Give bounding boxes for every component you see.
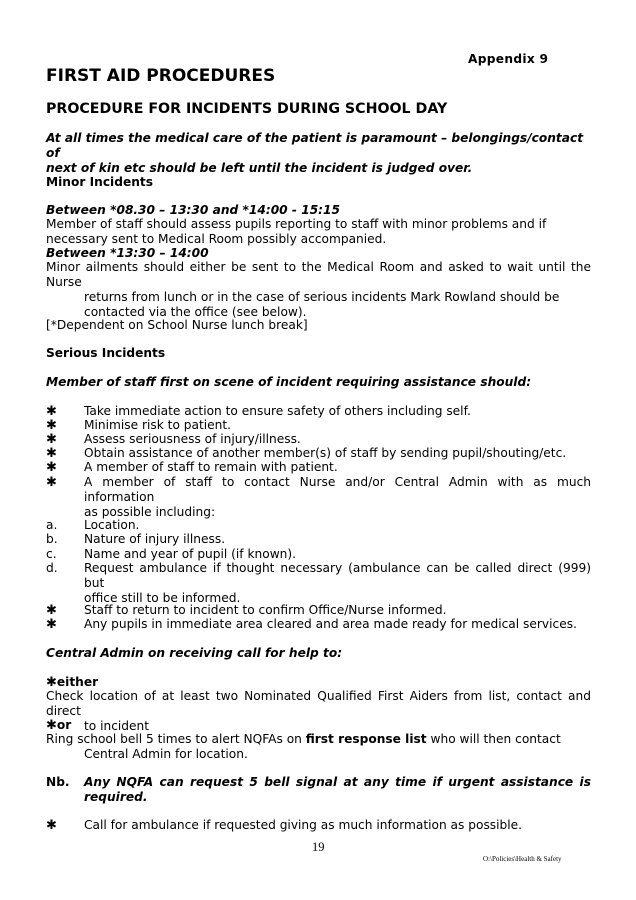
central-admin-heading: Central Admin on receiving call for help to: xyxy=(46,646,343,660)
bullet-glyph: ✱ xyxy=(46,446,57,461)
bullet-glyph: ✱ xyxy=(46,718,57,733)
ring-bell-paragraph xyxy=(46,732,591,762)
bullet-text: Take immediate action to ensure safety of others including self. xyxy=(84,404,471,418)
either-line-1: Check location of at least two Nominated Qualified First Aiders from list, contact and direct xyxy=(46,689,591,718)
bullet-glyph: ✱ xyxy=(46,617,57,632)
intro-paragraph xyxy=(46,131,591,176)
lettered-text: Location. xyxy=(84,518,140,532)
either-text: either xyxy=(56,675,99,689)
bullet-text: Call for ambulance if requested giving as much information as possible. xyxy=(84,818,523,832)
bullet-text xyxy=(84,475,591,520)
lettered-text: Nature of injury illness. xyxy=(84,532,226,546)
lettered-mark: d. xyxy=(46,561,58,575)
appendix-label: Appendix 9 xyxy=(468,52,549,66)
page-title: FIRST AID PROCEDURES xyxy=(46,66,276,86)
period-2-heading: Between *13:30 – 14:00 xyxy=(46,246,209,260)
serious-incidents-heading: Serious Incidents xyxy=(46,346,166,360)
bullet-6-line-2: as possible including: xyxy=(84,505,216,519)
period-2-line-1: Minor ailments should either be sent to the Medical Room and asked to wait until the Nurse xyxy=(46,260,591,289)
bullet-glyph: ✱ xyxy=(46,675,57,690)
either-paragraph xyxy=(46,689,591,734)
section-title: PROCEDURE FOR INCIDENTS DURING SCHOOL DAY xyxy=(46,101,448,117)
item-d-line-1: Request ambulance if thought necessary (ambulance can be called direct (999) but xyxy=(84,561,591,590)
footer-file-path: O:\Policies\Health & Safety xyxy=(483,855,562,863)
nb-label: Nb. xyxy=(46,775,70,789)
bullet-glyph: ✱ xyxy=(46,418,57,433)
intro-line-1: At all times the medical care of the patient is paramount – belongings/contact of xyxy=(46,131,584,160)
period-1-text xyxy=(46,217,591,247)
nb-line-2: required. xyxy=(84,790,148,804)
ring-line-2: Central Admin for location. xyxy=(84,747,248,761)
or-label xyxy=(46,718,71,733)
lettered-mark: a. xyxy=(46,518,58,532)
period-2-line-2: returns from lunch or in the case of serious incidents Mark Rowland should be xyxy=(84,290,560,304)
lettered-mark: c. xyxy=(46,547,57,561)
either-label xyxy=(46,675,98,690)
staff-first-on-scene-heading: Member of staff first on scene of incident requiring assistance should: xyxy=(46,375,532,389)
either-line-2: to incident xyxy=(84,719,150,733)
bullet-text: Staff to return to incident to confirm Office/Nurse informed. xyxy=(84,603,447,617)
bullet-item xyxy=(46,475,591,519)
bullet-glyph: ✱ xyxy=(46,603,57,618)
period-2-line-3: contacted via the office (see below). xyxy=(84,305,307,319)
bullet-glyph: ✱ xyxy=(46,432,57,447)
intro-line-2: next of kin etc should be left until the incident is judged over. xyxy=(46,161,473,175)
bullet-text: Any pupils in immediate area cleared and area made ready for medical services. xyxy=(84,617,577,631)
lettered-mark: b. xyxy=(46,532,58,546)
bullet-text: A member of staff to remain with patient. xyxy=(84,460,338,474)
bullet-glyph: ✱ xyxy=(46,475,57,490)
or-text: or xyxy=(56,718,72,732)
nb-note xyxy=(46,775,591,805)
lettered-item xyxy=(46,561,591,605)
nb-text xyxy=(84,775,591,805)
period-1-line-1: Member of staff should assess pupils reporting to staff with minor problems and if xyxy=(46,217,547,231)
ring-line-1 xyxy=(46,732,561,746)
bullet-glyph: ✱ xyxy=(46,460,57,475)
minor-incidents-heading: Minor Incidents xyxy=(46,175,153,189)
nb-line-1: Any NQFA can request 5 bell signal at any time if urgent assistance is xyxy=(84,775,591,789)
period-2-text xyxy=(46,260,591,320)
period-1-heading: Between *08.30 – 13:30 and *14:00 - 15:15 xyxy=(46,203,341,217)
ring-text-after: who will then contact xyxy=(426,732,561,746)
bullet-glyph: ✱ xyxy=(46,404,57,419)
lettered-text xyxy=(84,561,591,606)
lettered-text: Name and year of pupil (if known). xyxy=(84,547,297,561)
first-response-list-text: first response list xyxy=(305,732,427,746)
period-1-line-2: necessary sent to Medical Room possibly accompanied. xyxy=(46,232,387,246)
bullet-text: Minimise risk to patient. xyxy=(84,418,232,432)
bullet-text: Assess seriousness of injury/illness. xyxy=(84,432,301,446)
nurse-lunch-note: [*Dependent on School Nurse lunch break] xyxy=(46,318,308,332)
page-number: 19 xyxy=(312,840,325,854)
ring-text-before: Ring school bell 5 times to alert NQFAs on xyxy=(46,732,306,746)
bullet-6-line-1: A member of staff to contact Nurse and/or Central Admin with as much information xyxy=(84,475,591,504)
bullet-text: Obtain assistance of another member(s) of staff by sending pupil/shouting/etc. xyxy=(84,446,567,460)
bullet-glyph: ✱ xyxy=(46,818,57,833)
item-d-line-2: office still to be informed. xyxy=(84,591,241,605)
